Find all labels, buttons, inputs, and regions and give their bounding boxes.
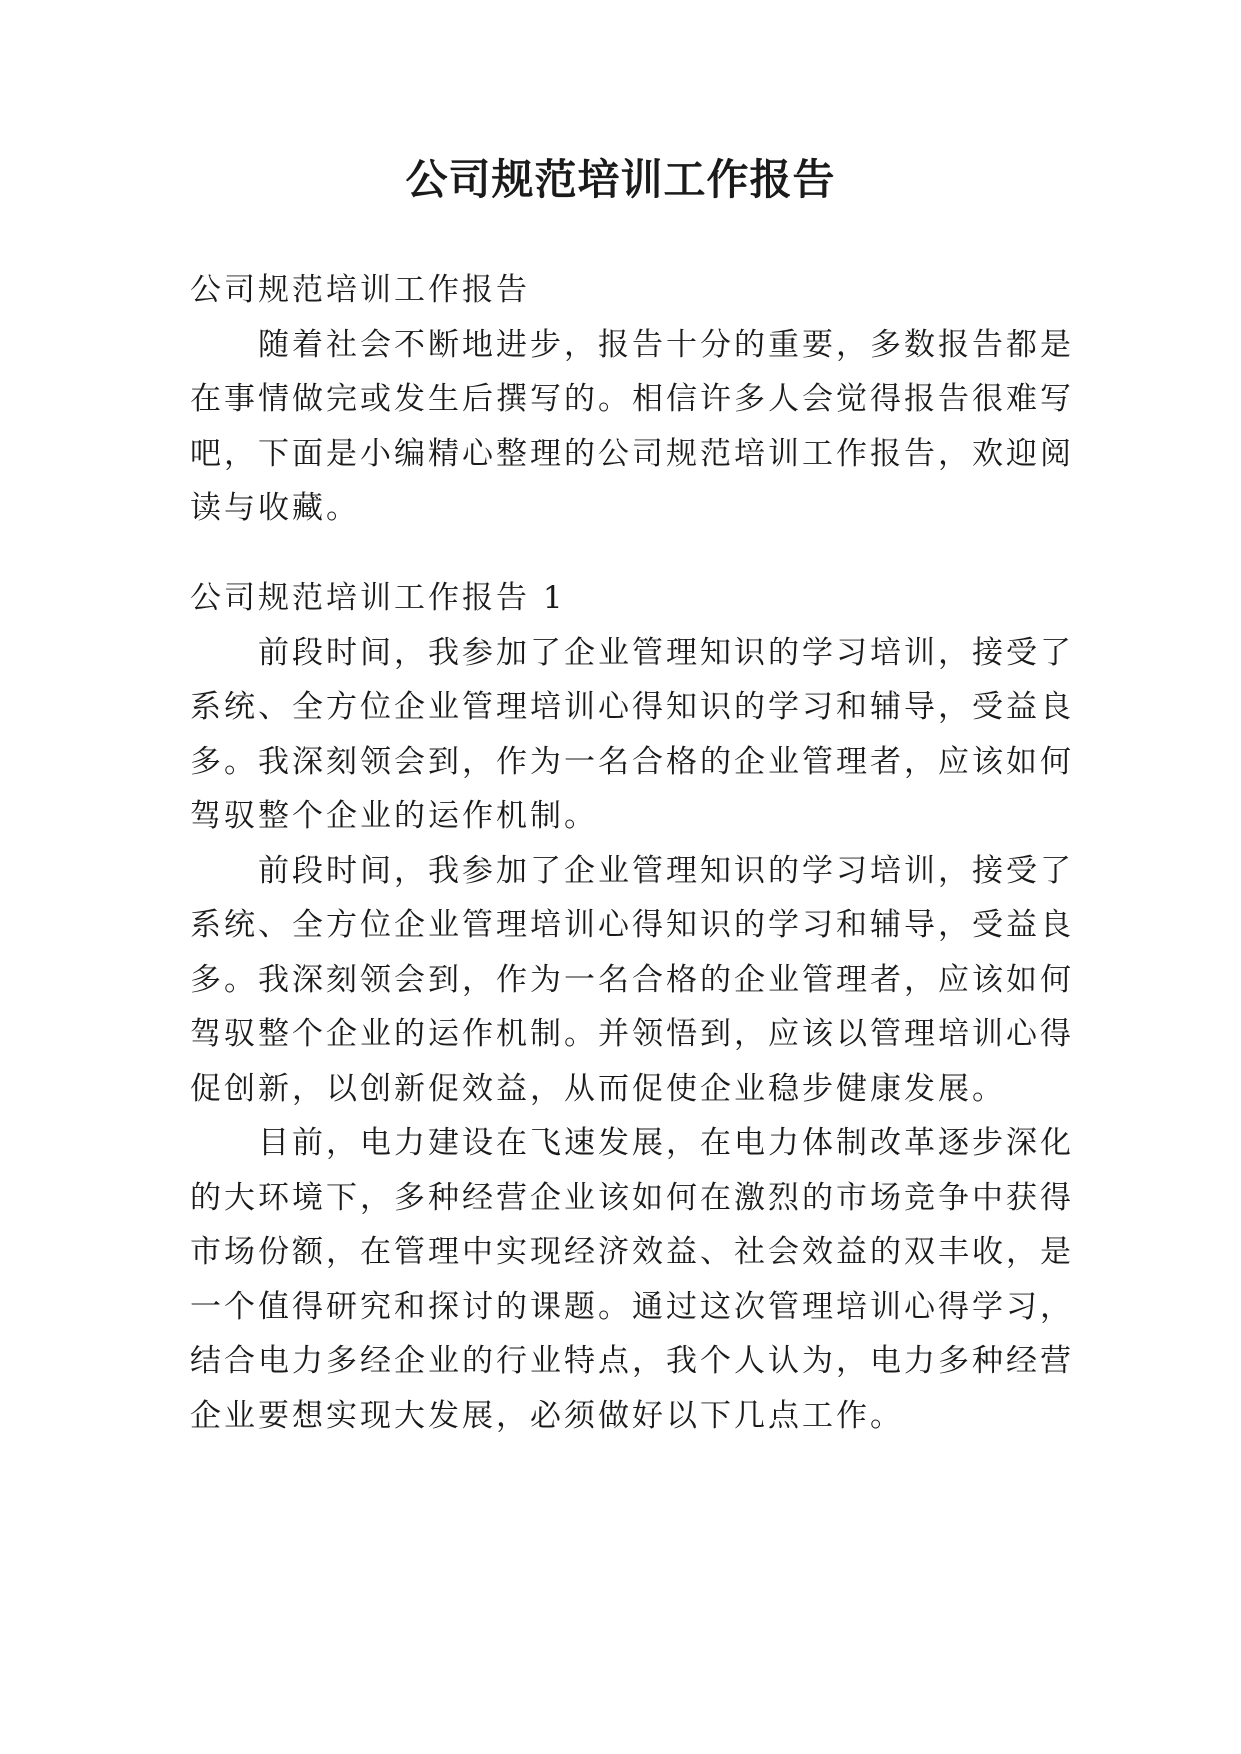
section-1-heading: 公司规范培训工作报告 1 — [190, 580, 566, 616]
paragraph-3-line: 企业要想实现大发展，必须做好以下几点工作。 — [190, 1397, 904, 1434]
paragraph-2-line: 系统、全方位企业管理培训心得知识的学习和辅导，受益良 — [190, 907, 1074, 943]
section-1 — [190, 571, 1074, 1443]
paragraph-1-line: 系统、全方位企业管理培训心得知识的学习和辅导，受益良 — [190, 689, 1074, 725]
intro-heading: 公司规范培训工作报告 — [190, 272, 530, 308]
intro-paragraph-line: 随着社会不断地进步，报告十分的重要，多数报告都是 — [258, 326, 1074, 363]
paragraph-2-line: 驾驭整个企业的运作机制。并领悟到，应该以管理培训心得 — [190, 1016, 1074, 1052]
paragraph-2-line: 促创新，以创新促效益，从而促使企业稳步健康发展。 — [190, 1070, 1006, 1107]
intro-paragraph-line: 在事情做完或发生后撰写的。相信许多人会觉得报告很难写 — [190, 381, 1074, 417]
paragraph-1-line: 前段时间，我参加了企业管理知识的学习培训，接受了 — [258, 634, 1074, 671]
intro-paragraph-line: 吧，下面是小编精心整理的公司规范培训工作报告，欢迎阅 — [190, 435, 1074, 472]
paragraph-1-line: 驾驭整个企业的运作机制。 — [190, 798, 598, 834]
paragraph-3-line: 市场份额，在管理中实现经济效益、社会效益的双丰收，是 — [190, 1234, 1074, 1270]
paragraph-3-line: 目前，电力建设在飞速发展，在电力体制改革逐步深化 — [258, 1125, 1074, 1161]
paragraph-3-line: 的大环境下，多种经营企业该如何在激烈的市场竞争中获得 — [190, 1179, 1074, 1216]
intro-paragraph-line: 读与收藏。 — [190, 490, 360, 526]
document-title: 公司规范培训工作报告 — [405, 155, 836, 204]
paragraph-2-line: 多。我深刻领会到，作为一名合格的企业管理者，应该如何 — [190, 961, 1074, 998]
paragraph-3-line: 结合电力多经企业的行业特点，我个人认为，电力多种经营 — [190, 1343, 1074, 1379]
paragraph-1-line: 多。我深刻领会到，作为一名合格的企业管理者，应该如何 — [190, 743, 1074, 780]
paragraph-3-line: 一个值得研究和探讨的课题。通过这次管理培训心得学习， — [190, 1288, 1074, 1325]
paragraph-2-line: 前段时间，我参加了企业管理知识的学习培训，接受了 — [258, 852, 1074, 889]
intro-section — [190, 263, 1074, 536]
